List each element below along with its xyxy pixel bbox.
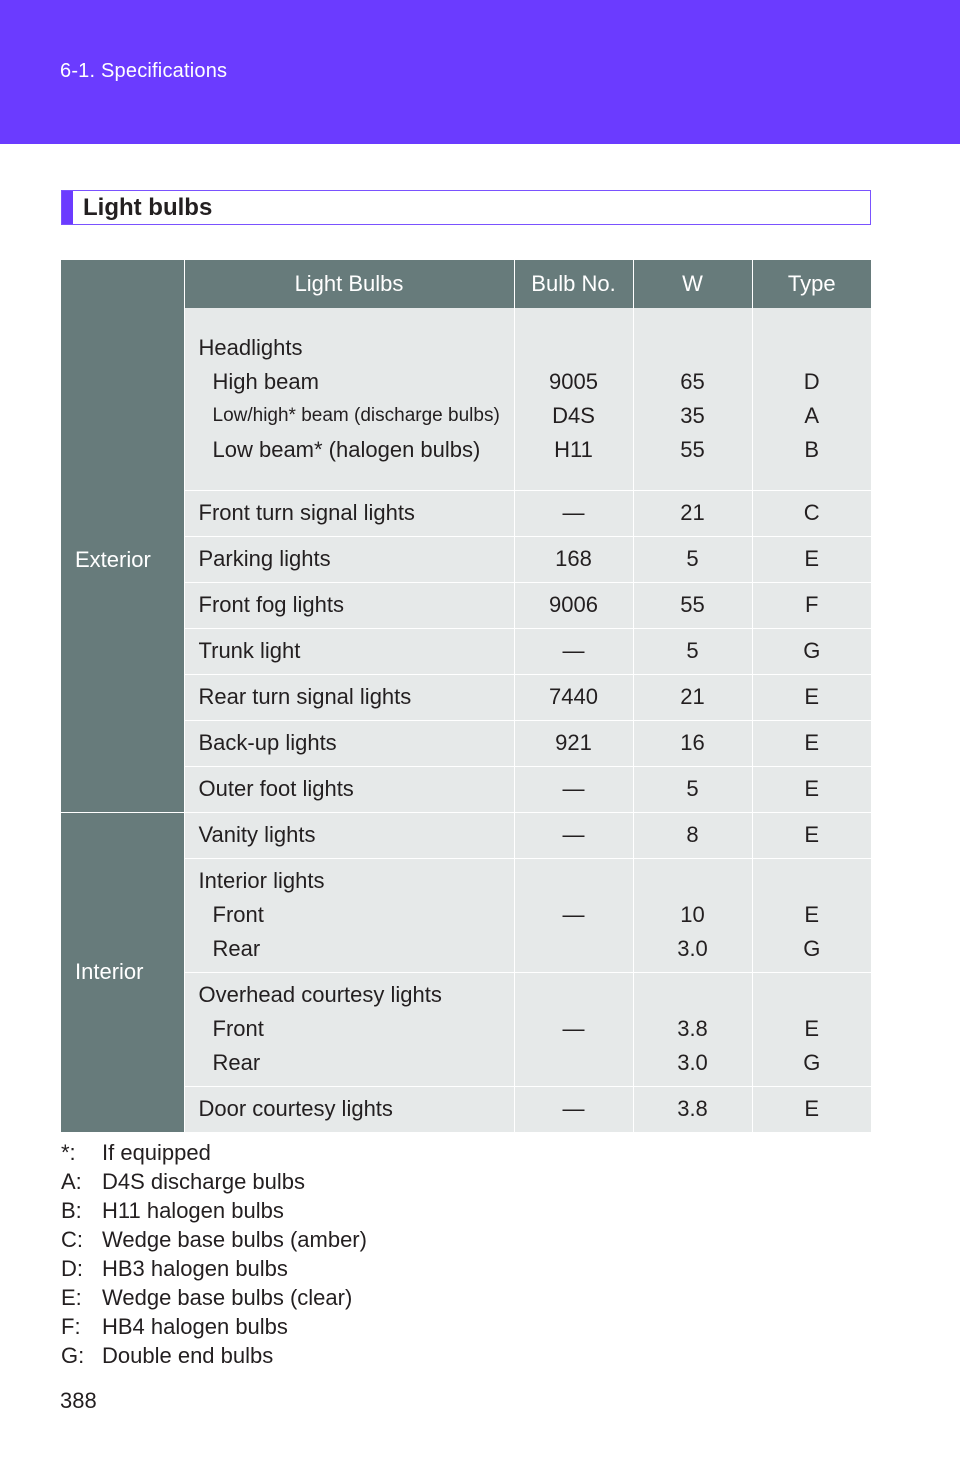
light-bulb-name: Rear turn signal lights bbox=[184, 674, 514, 720]
footnote-text: Double end bulbs bbox=[102, 1343, 274, 1368]
light-bulb-name: Vanity lights bbox=[184, 812, 514, 858]
footnote-text: If equipped bbox=[102, 1140, 211, 1165]
type-value: E bbox=[804, 1016, 820, 1041]
title-accent bbox=[62, 191, 73, 224]
sub-item: Front bbox=[212, 1016, 264, 1041]
footnote-row bbox=[61, 1312, 367, 1341]
bulb-no-cell bbox=[514, 308, 633, 490]
sub-item: Low beam* (halogen bulbs) bbox=[212, 436, 481, 462]
header-cell-group bbox=[61, 260, 184, 308]
watt-value: 8 bbox=[633, 812, 752, 858]
sub-item: High beam bbox=[212, 368, 319, 394]
group-label-interior: Interior bbox=[61, 812, 184, 1132]
page-number: 388 bbox=[60, 1388, 97, 1413]
footnote-row bbox=[61, 1196, 367, 1225]
watt-value: 55 bbox=[633, 582, 752, 628]
sub-item: Front bbox=[212, 902, 264, 927]
type-cell bbox=[752, 858, 871, 972]
footnote-key: F: bbox=[61, 1314, 81, 1339]
watt-value: 3.0 bbox=[677, 936, 708, 961]
watt-cell bbox=[633, 308, 752, 490]
footnote-text: HB3 halogen bulbs bbox=[102, 1256, 288, 1281]
light-bulb-name: Door courtesy lights bbox=[184, 1086, 514, 1132]
footnote-key: A: bbox=[61, 1169, 82, 1194]
bulb-no: 7440 bbox=[514, 674, 633, 720]
footnote-key: E: bbox=[61, 1285, 82, 1310]
type-value: E bbox=[752, 674, 871, 720]
header-cell-watts: W bbox=[633, 260, 752, 308]
type-value: G bbox=[803, 936, 821, 961]
footnote-row bbox=[61, 1283, 367, 1312]
footnote-text: Wedge base bulbs (clear) bbox=[102, 1285, 353, 1310]
section-title: Light bulbs bbox=[83, 194, 213, 221]
sub-item: Low/high* beam (discharge bulbs) bbox=[212, 404, 500, 426]
bulb-no: — bbox=[514, 858, 633, 972]
watt-value: 5 bbox=[633, 628, 752, 674]
footnote-row bbox=[61, 1225, 367, 1254]
footnote-key: C: bbox=[61, 1227, 83, 1252]
type-value: A bbox=[804, 402, 820, 428]
light-bulb-name bbox=[184, 858, 514, 972]
bulb-no: 168 bbox=[514, 536, 633, 582]
header-cell-light-bulbs: Light Bulbs bbox=[184, 260, 514, 308]
watt-value: 65 bbox=[680, 368, 705, 394]
table-header-row bbox=[61, 260, 871, 308]
type-cell bbox=[752, 308, 871, 490]
type-value: D bbox=[803, 368, 820, 394]
watt-value: 3.0 bbox=[677, 1050, 708, 1075]
watt-value: 5 bbox=[633, 766, 752, 812]
bulb-no: 921 bbox=[514, 720, 633, 766]
type-value: F bbox=[752, 582, 871, 628]
section-heading: 6-1. Specifications bbox=[60, 60, 228, 82]
footnotes bbox=[61, 1138, 367, 1370]
footnote-text: D4S discharge bulbs bbox=[102, 1169, 306, 1194]
type-cell bbox=[752, 972, 871, 1086]
light-bulb-name bbox=[184, 308, 514, 490]
footnote-row bbox=[61, 1167, 367, 1196]
type-value: E bbox=[752, 766, 871, 812]
watt-value: 55 bbox=[680, 436, 705, 462]
watt-value: 21 bbox=[633, 490, 752, 536]
type-value: C bbox=[752, 490, 871, 536]
table-row bbox=[61, 812, 871, 858]
type-value: G bbox=[803, 1050, 821, 1075]
table-row bbox=[61, 308, 871, 490]
watt-value: 35 bbox=[680, 402, 705, 428]
footnote-row bbox=[61, 1254, 367, 1283]
bulb-no: H11 bbox=[554, 436, 593, 462]
light-bulbs-table bbox=[61, 260, 871, 1133]
watt-cell bbox=[633, 858, 752, 972]
item-name: Interior lights bbox=[198, 868, 325, 893]
type-value: E bbox=[752, 536, 871, 582]
footnote-key: *: bbox=[61, 1140, 76, 1165]
bulb-no: — bbox=[514, 628, 633, 674]
bulb-no: — bbox=[514, 1086, 633, 1132]
bulb-no: — bbox=[514, 766, 633, 812]
type-value: B bbox=[804, 436, 820, 462]
header-cell-type: Type bbox=[752, 260, 871, 308]
item-name: Overhead courtesy lights bbox=[198, 982, 442, 1007]
watt-value: 10 bbox=[680, 902, 705, 927]
header-band bbox=[0, 0, 960, 144]
watt-value: 21 bbox=[633, 674, 752, 720]
watt-value: 5 bbox=[633, 536, 752, 582]
type-value: G bbox=[752, 628, 871, 674]
bulb-no: — bbox=[514, 490, 633, 536]
light-bulb-name: Parking lights bbox=[184, 536, 514, 582]
light-bulb-name: Front turn signal lights bbox=[184, 490, 514, 536]
type-value: E bbox=[752, 720, 871, 766]
light-bulb-name: Front fog lights bbox=[184, 582, 514, 628]
watt-value: 3.8 bbox=[633, 1086, 752, 1132]
footnote-row bbox=[61, 1341, 367, 1370]
light-bulb-name: Back-up lights bbox=[184, 720, 514, 766]
bulb-no: 9006 bbox=[514, 582, 633, 628]
bulb-no: 9005 bbox=[549, 368, 598, 394]
watt-value: 3.8 bbox=[677, 1016, 708, 1041]
type-value: E bbox=[752, 812, 871, 858]
sub-item: Rear bbox=[212, 1050, 261, 1075]
type-value: E bbox=[752, 1086, 871, 1132]
bulb-no: — bbox=[514, 972, 633, 1086]
item-name: Headlights bbox=[198, 334, 303, 360]
footnote-key: G: bbox=[61, 1343, 85, 1368]
watt-cell bbox=[633, 972, 752, 1086]
watt-value: 16 bbox=[633, 720, 752, 766]
footnote-key: B: bbox=[61, 1198, 82, 1223]
bulb-no: — bbox=[514, 812, 633, 858]
header-cell-bulb-no: Bulb No. bbox=[514, 260, 633, 308]
light-bulb-name: Outer foot lights bbox=[184, 766, 514, 812]
bulb-no: D4S bbox=[552, 402, 595, 428]
group-label-exterior: Exterior bbox=[61, 308, 184, 812]
footnote-text: Wedge base bulbs (amber) bbox=[102, 1227, 367, 1252]
sub-item: Rear bbox=[212, 936, 261, 961]
footnote-text: HB4 halogen bulbs bbox=[102, 1314, 288, 1339]
footnote-text: H11 halogen bulbs bbox=[102, 1198, 284, 1223]
section-title-bar bbox=[61, 190, 871, 225]
light-bulb-name: Trunk light bbox=[184, 628, 514, 674]
footnote-key: D: bbox=[61, 1256, 83, 1281]
type-value: E bbox=[804, 902, 820, 927]
light-bulb-name bbox=[184, 972, 514, 1086]
footnote-row bbox=[61, 1138, 367, 1167]
